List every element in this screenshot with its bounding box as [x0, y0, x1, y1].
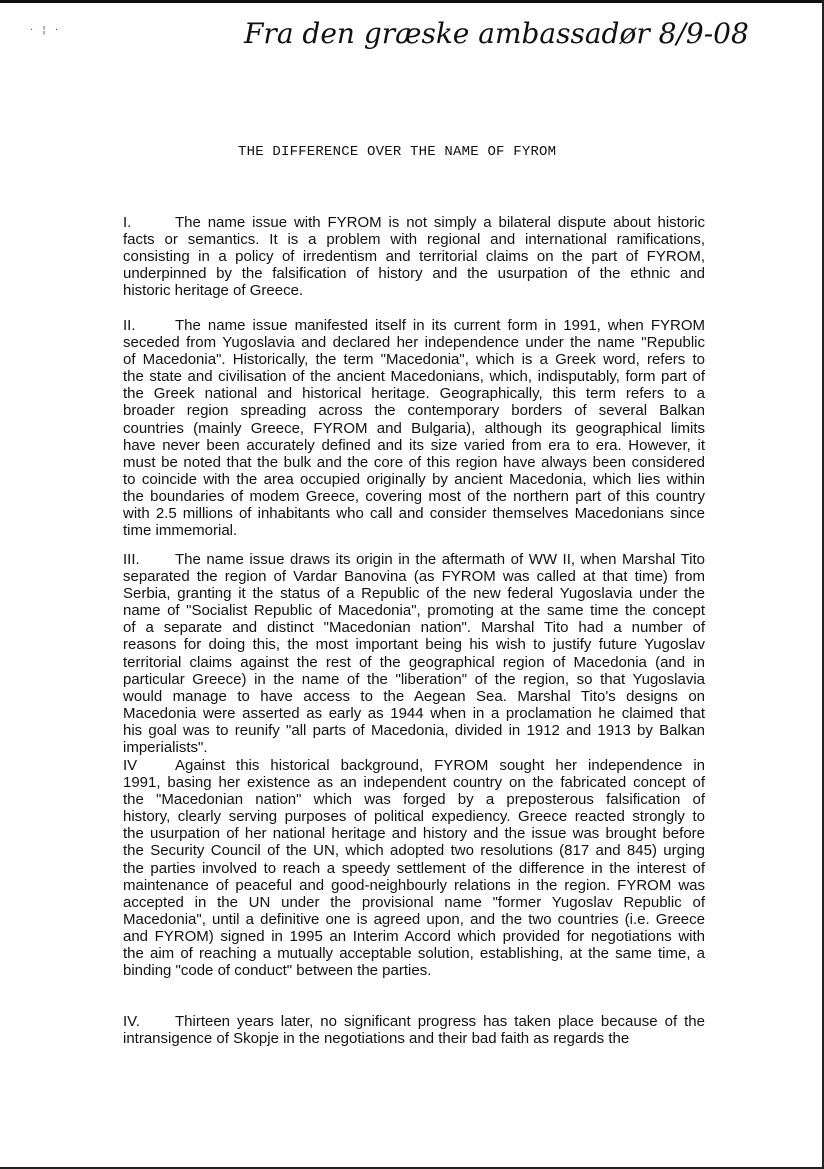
text-line — [123, 1013, 705, 1030]
text-line — [123, 928, 705, 945]
text-line — [123, 945, 705, 962]
line-text: must be noted that the bulk and the core of this region have always been considered — [123, 453, 705, 471]
line-text: and FYROM) signed in 1995 an Interim Accord which provided for negotiations with — [123, 927, 705, 945]
text-line — [123, 551, 705, 568]
text-line — [123, 842, 705, 859]
line-text: Macedonia", until a definitive one is agreed upon, and the two countries (i.e. Greece — [123, 910, 705, 928]
line-text: underpinned by the falsification of history and the usurpation of the ethnic and — [123, 265, 705, 283]
text-line — [123, 437, 705, 454]
text-line — [123, 248, 705, 265]
line-text: of Macedonia". Historically, the term "Macedonia", which is a Greek word, refers to — [123, 351, 705, 369]
line-text: intransigence of Skopje in the negotiations and their bad faith as regards the — [123, 1030, 630, 1048]
line-text: his goal was to reunify "all parts of Macedonia, divided in 1912 and 1913 by Balkan — [123, 721, 705, 739]
line-text: 1991, basing her existence as an independent country on the fabricated concept of — [123, 774, 705, 792]
paragraph — [123, 757, 705, 979]
text-line — [123, 522, 705, 539]
paragraph — [123, 551, 705, 756]
line-text: the Security Council of the UN, which adopted two resolutions (817 and 845) urging — [123, 842, 705, 860]
line-text: territorial claims against the rest of the geographical region of Macedonia (and in — [123, 653, 705, 671]
line-text: countries (mainly Greece, FYROM and Bulgaria), although its geographical limits — [123, 419, 705, 437]
line-text: would manage to have access to the Aegean Sea. Marshal Tito's designs on — [123, 687, 705, 705]
text-line — [123, 619, 705, 636]
line-text: Thirteen years later, no significant progress has taken place because of the — [175, 1013, 705, 1030]
paragraph-number: IV — [123, 757, 138, 774]
line-text: name of "Socialist Republic of Macedonia", promoting at the same time the concept — [123, 602, 705, 620]
text-line — [123, 385, 705, 402]
text-line — [123, 334, 705, 351]
text-line — [123, 894, 705, 911]
line-text: the usurpation of her national heritage and history and the issue was brought before — [123, 825, 705, 843]
text-line — [123, 722, 705, 739]
text-line — [123, 585, 705, 602]
line-text: reasons for doing this, the most important being his wish to justify future Yugoslav — [123, 636, 705, 654]
line-text: The name issue with FYROM is not simply a bilateral dispute about historic — [175, 214, 705, 231]
text-line — [123, 471, 705, 488]
line-text: time immemorial. — [123, 522, 238, 540]
text-line — [123, 602, 705, 619]
text-line — [123, 505, 705, 522]
line-text: of a separate and distinct "Macedonian nation". Marshal Tito had a number of — [123, 619, 705, 637]
line-text: Serbia, granting it the status of a Republic of the new federal Yugoslavia under the — [123, 585, 705, 603]
line-text: consisting in a policy of irredentism and territorial claims on the part of FYROM, — [123, 248, 705, 266]
text-line — [123, 808, 705, 825]
line-text: the "Macedonian nation" which was forged by a preposterous falsification of — [123, 791, 705, 809]
line-text: to coincide with the area occupied originally by ancient Macedonia, which lies within — [123, 470, 705, 488]
line-text: the state and civilisation of the ancient Macedonians, which, indisputably, form part of — [123, 368, 705, 386]
text-line — [123, 368, 705, 385]
paragraph — [123, 317, 705, 539]
text-line — [123, 860, 705, 877]
text-line — [123, 351, 705, 368]
text-line — [123, 420, 705, 437]
text-line — [123, 317, 705, 334]
text-line — [123, 911, 705, 928]
paragraph-number: I. — [123, 214, 132, 231]
text-line — [123, 636, 705, 653]
text-line — [123, 825, 705, 842]
line-text: Macedonia were asserted as early as 1944 when in a proclamation he claimed that — [123, 704, 705, 722]
line-text: The name issue manifested itself in its current form in 1991, when FYROM — [175, 317, 705, 334]
text-line — [123, 214, 705, 231]
line-text: broader region spreading across the contemporary borders of several Balkan — [123, 402, 705, 420]
document-title: THE DIFFERENCE OVER THE NAME OF FYROM — [238, 144, 557, 160]
text-line — [123, 774, 705, 791]
line-text: maintenance of peaceful and good-neighbourly relations in the region. FYROM was — [123, 876, 705, 894]
line-text: particular Greece) in the name of the "liberation" of the region, so that Yugoslavia — [123, 670, 705, 688]
text-line — [123, 231, 705, 248]
text-line — [123, 402, 705, 419]
text-line — [123, 265, 705, 282]
text-line — [123, 791, 705, 808]
text-line — [123, 654, 705, 671]
text-line — [123, 1030, 705, 1047]
handwritten-note: Fra den græske ambassadør 8/9-08 — [244, 17, 749, 50]
text-line — [123, 454, 705, 471]
line-text: separated the region of Vardar Banovina (as FYROM was called at that time) from — [123, 568, 705, 586]
line-text: the boundaries of modem Greece, covering most of the northern part of this country — [123, 487, 705, 505]
paragraph — [123, 1013, 705, 1047]
line-text: facts or semantics. It is a problem with regional and international ramifications, — [123, 231, 705, 249]
line-text: historic heritage of Greece. — [123, 282, 304, 300]
text-line — [123, 671, 705, 688]
text-line — [123, 705, 705, 722]
line-text: have never been accurately defined and its size varied from era to era. However, it — [123, 436, 705, 454]
text-line — [123, 688, 705, 705]
text-line — [123, 488, 705, 505]
line-text: imperialists". — [123, 739, 208, 757]
margin-marks: · ¦ · — [30, 25, 62, 36]
paragraph — [123, 214, 705, 299]
paragraph-number: IV. — [123, 1013, 140, 1030]
line-text: seceded from Yugoslavia and declared her independence under the name "Republic — [123, 334, 705, 352]
paragraph-number: II. — [123, 317, 136, 334]
line-text: The name issue draws its origin in the aftermath of WW II, when Marshal Tito — [175, 551, 705, 568]
line-text: the parties involved to reach a speedy settlement of the difference in the interest of — [123, 859, 705, 877]
text-line — [123, 877, 705, 894]
line-text: binding "code of conduct" between the parties. — [123, 962, 432, 980]
line-text: history, clearly serving purposes of political expediency. Greece reacted strongly to — [123, 808, 705, 826]
line-text: Against this historical background, FYROM sought her independence in — [175, 757, 705, 774]
line-text: the Greek national and historical heritage. Geographically, this term refers to a — [123, 385, 705, 403]
line-text: accepted in the UN under the provisional name "former Yugoslav Republic of — [123, 893, 705, 911]
text-line — [123, 282, 705, 299]
text-line — [123, 962, 705, 979]
text-line — [123, 739, 705, 756]
scan-border-top — [0, 0, 824, 3]
text-line — [123, 568, 705, 585]
line-text: with 2.5 millions of inhabitants who call and consider themselves Macedonians since — [123, 505, 705, 523]
text-line — [123, 757, 705, 774]
paragraph-number: III. — [123, 551, 140, 568]
line-text: the aim of reaching a mutually acceptable solution, establishing, at the same time, a — [123, 945, 705, 963]
